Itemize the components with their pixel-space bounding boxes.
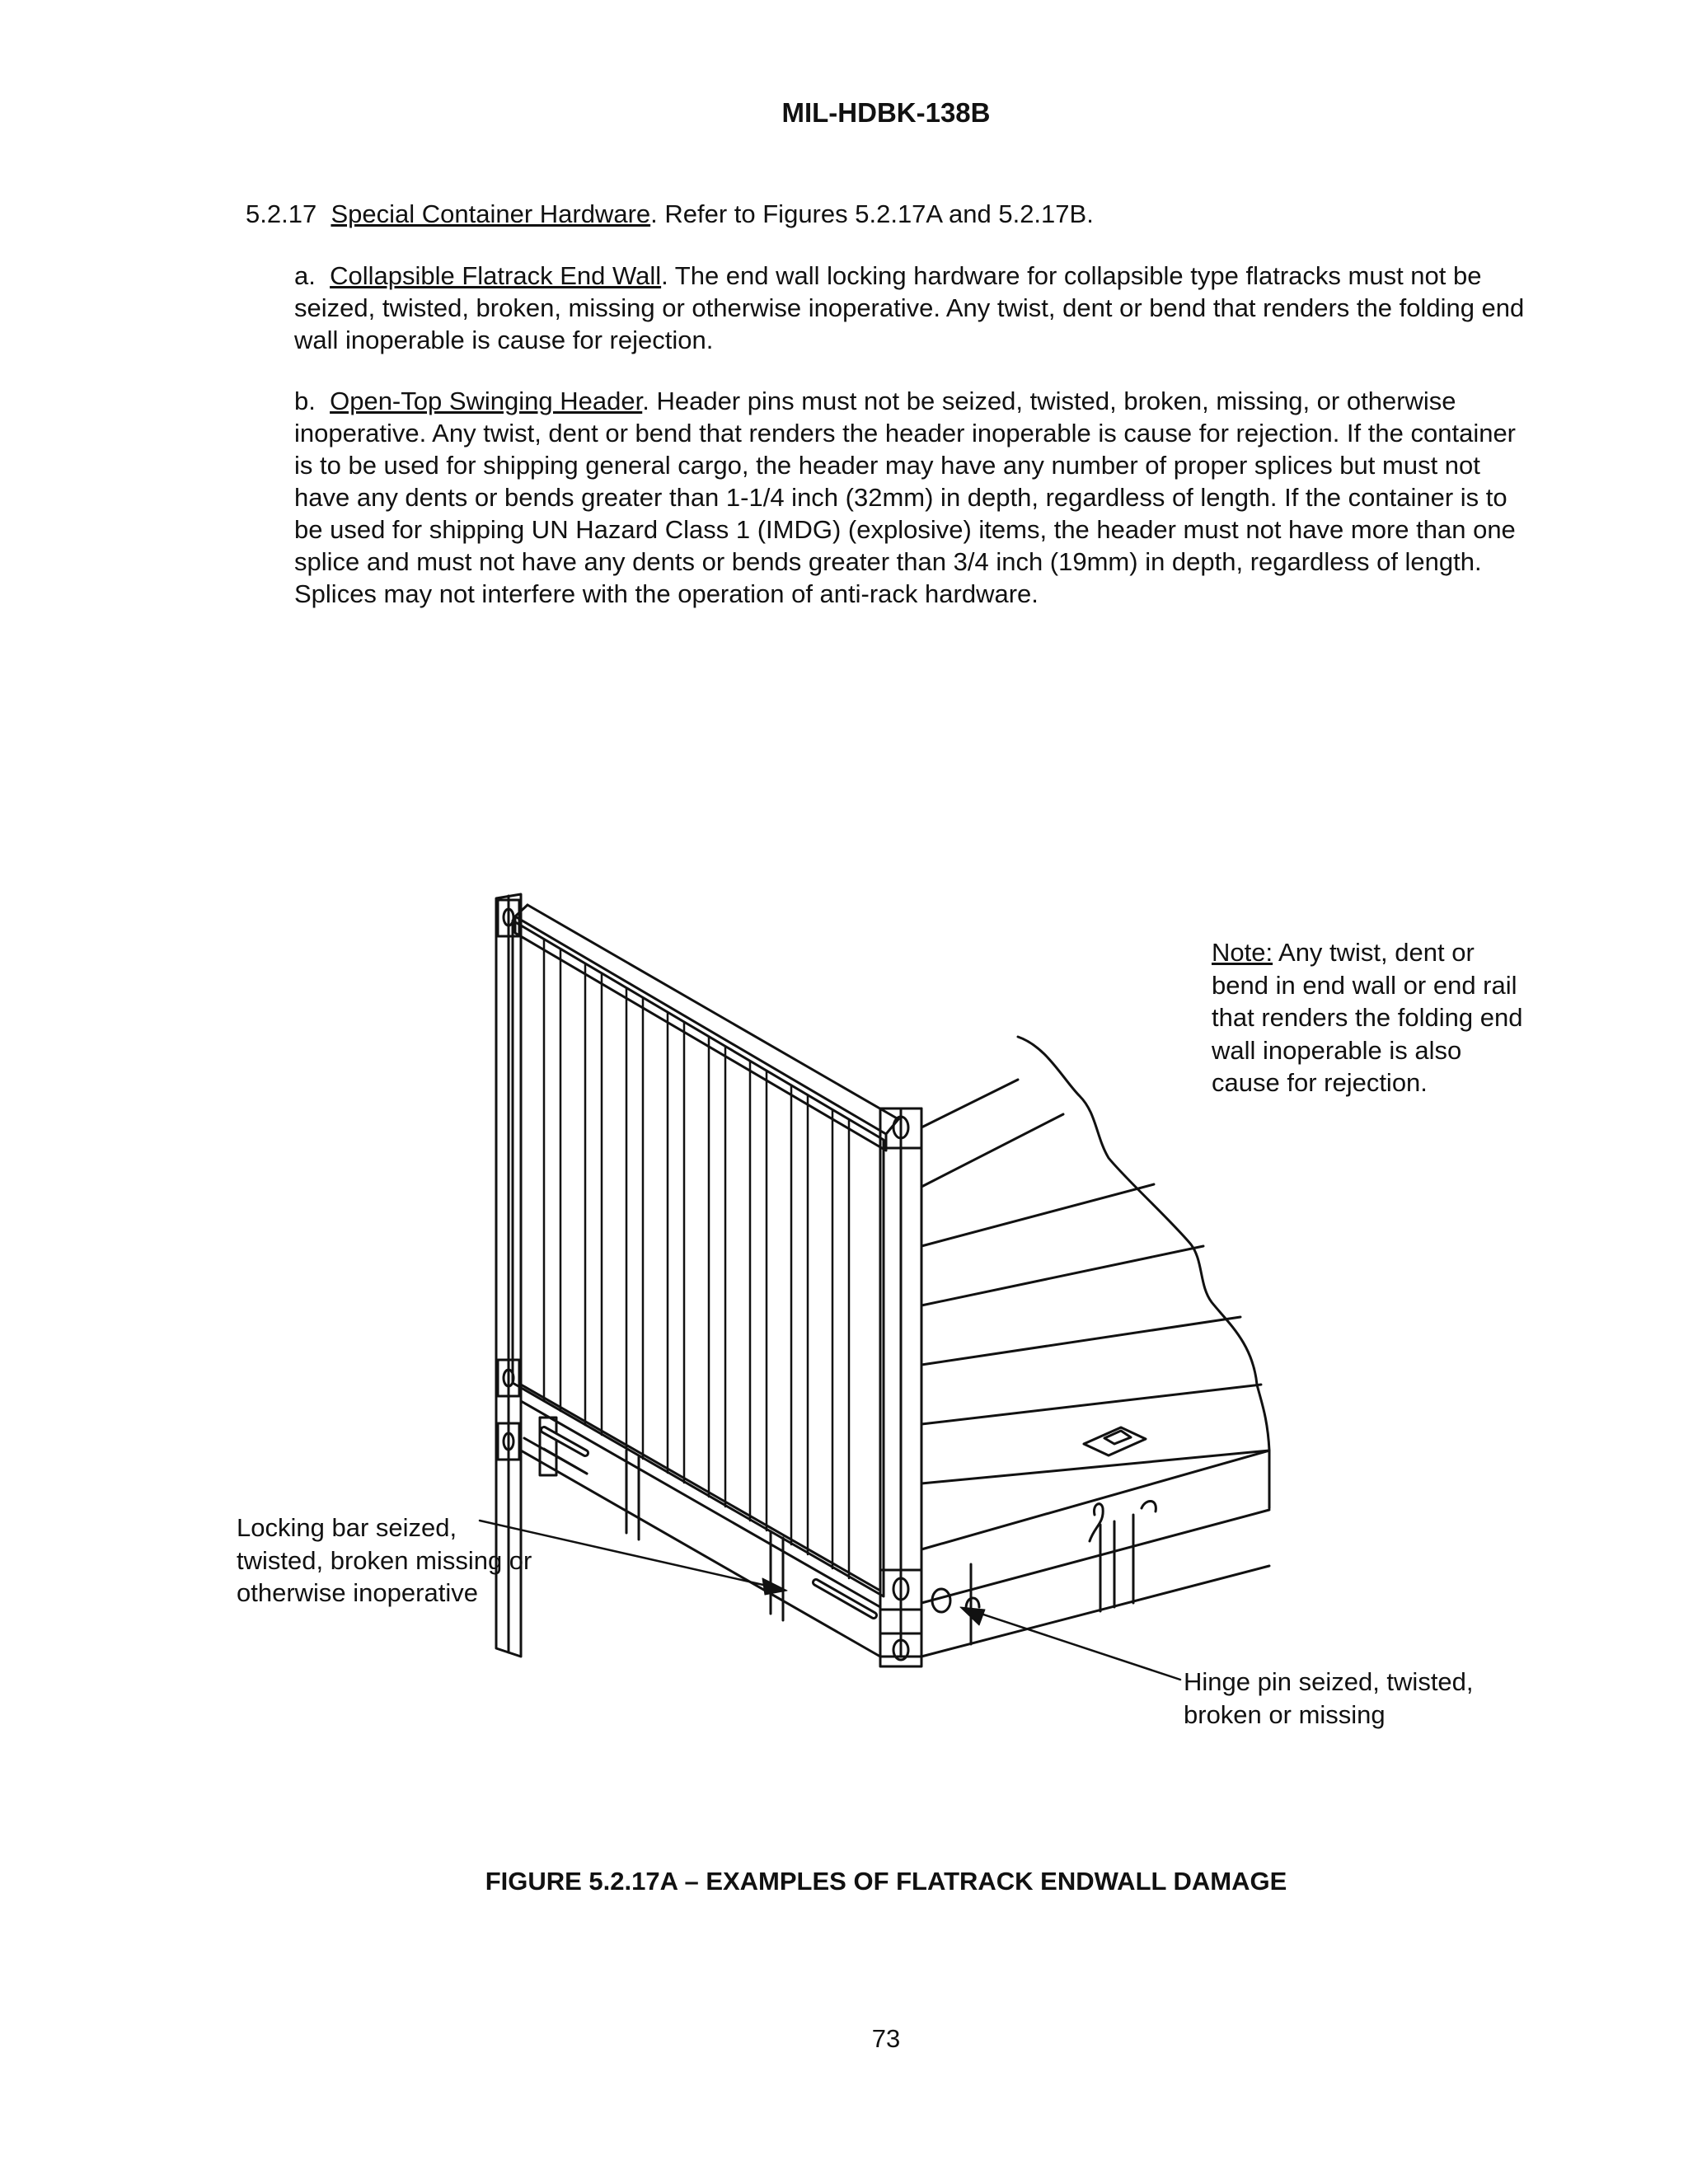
item-b-letter: b. [294,387,316,415]
end-wall-corrugations [544,940,849,1578]
end-wall-panel [513,905,898,1596]
right-corner-post [880,1108,921,1666]
figure-caption: FIGURE 5.2.17A – EXAMPLES OF FLATRACK ENDWALL DAMAGE [485,1867,1287,1896]
callout-leaders [480,1521,1180,1680]
item-b-text: . Header pins must not be seized, twisted, broken, missing, or otherwise inoperative. Any twist, dent or bend that renders the header inoperable is cause for rejection. If the container is to be used for shipping general cargo, the header may have any number of proper splices but must not have any dents or bends greater than 1-1/4 inch (32mm) in depth, regardless of length. If the container is to be used for shipping UN Hazard Class 1 (IMDG) (explosive) items, the header must not have more than one splice and must not have any dents or bends greater than 3/4 inch (19mm) in depth, regardless of length. Splices may not interfere with the operation of anti-rack hardware. [294,387,1517,608]
lashing-ring [1142,1501,1156,1511]
hinge-hook [966,1598,979,1609]
figure-note [1212,936,1533,1099]
note-text: Any twist, dent or bend in end wall or end rail that renders the folding end wall inoperable is also cause for rejection. [1212,938,1523,1097]
section-title: Special Container Hardware [331,199,651,228]
deck-pocket [1084,1427,1146,1455]
item-a-letter: a. [294,261,316,290]
hinge-pin-leader [966,1609,1180,1680]
section-number: 5.2.17 [246,199,317,228]
item-b-title: Open-Top Swinging Header [330,387,643,415]
hinge-pin-arrow [960,1607,985,1625]
document-id: MIL-HDBK-138B [781,97,991,128]
callout-hinge-pin: Hinge pin seized, twisted, broken or missing [1184,1667,1474,1729]
flatrack-deck [921,1037,1269,1657]
callout-locking-bar: Locking bar seized, twisted, broken missing or otherwise inoperative [237,1513,532,1607]
end-rail [521,1385,880,1657]
section-intro: . Refer to Figures 5.2.17A and 5.2.17B. [650,199,1094,228]
item-a-text: . The end wall locking hardware for collapsible type flatracks must not be seized, twisted, broken, missing or otherwise inoperative. Any twist, dent or bend that renders the folding end wall inoperable is cause for rejection. [294,261,1525,354]
page-number: 73 [871,2024,901,2053]
item-a-title: Collapsible Flatrack End Wall [330,261,662,290]
note-label: Note: [1212,938,1273,967]
